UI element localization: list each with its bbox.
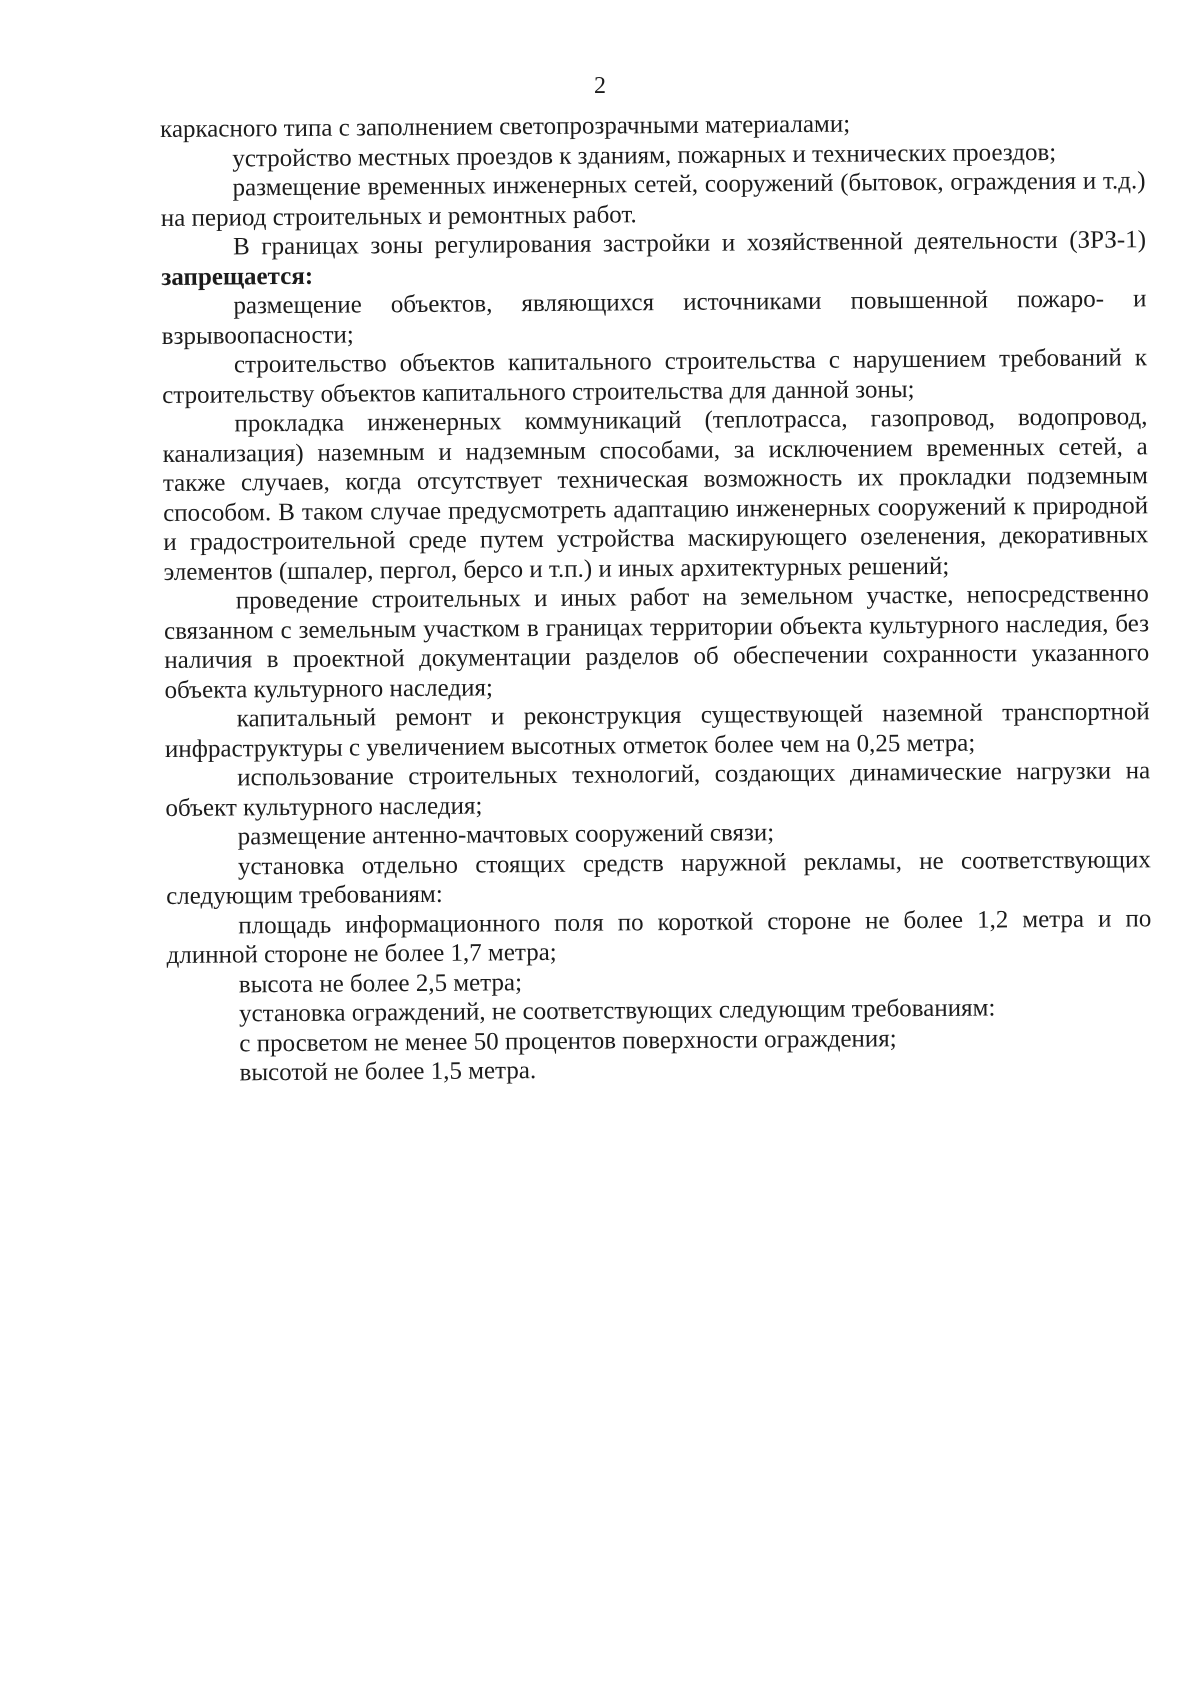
paragraph: проведение строительных и иных работ на земельном участке, непосредственно связанном с земельным участком в границах территории объекта культурного наследия, без наличия в проектной документации разделов об обеспечении сохранности указанного объекта культурного наследия;	[163, 580, 1150, 704]
paragraph: размещение антенно-мачтовых сооружений связи;	[237, 819, 775, 851]
paragraph: размещение объектов, являющихся источниками повышенной пожаро- и взрывоопасности;	[161, 285, 1147, 350]
zone-paragraph-emphasis: запрещается:	[161, 262, 314, 291]
paragraph: с просветом не менее 50 процентов поверхности ограждения;	[239, 1024, 897, 1057]
paragraph: установка отдельно стоящих средств наружной рекламы, не соответствующих следующим требованиям:	[166, 845, 1151, 910]
paragraph: каркасного типа с заполнением светопрозрачными материалами;	[160, 110, 851, 143]
paragraph: устройство местных проездов к зданиям, пожарных и технических проездов;	[232, 138, 1057, 172]
zone-paragraph	[161, 225, 1146, 292]
paragraph: высотой не более 1,5 метра.	[239, 1057, 537, 1087]
page-number: 2	[594, 73, 606, 99]
paragraph: использование строительных технологий, создающих динамические нагрузки на объект культурного наследия;	[165, 757, 1151, 822]
document-body	[160, 107, 1153, 1088]
paragraph: капитальный ремонт и реконструкция существующей наземной транспортной инфраструктуры с увеличением высотных отметок более чем на 0,25 метра;	[164, 698, 1150, 763]
paragraph: высота не более 2,5 метра;	[238, 968, 523, 998]
zone-paragraph-text: В границах зоны регулирования застройки и хозяйственной деятельности (ЗРЗ-1)	[232, 226, 1147, 261]
paragraph: площадь информационного поля по короткой стороне не более 1,2 метра и по длинной стороне не более 1,7 метра;	[166, 904, 1152, 969]
paragraph: строительство объектов капитального строительства с нарушением требований к строительству объектов капитального строительства для данной зоны;	[162, 344, 1148, 409]
paragraph: размещение временных инженерных сетей, сооружений (бытовок, ограждения и т.д.) на период строительных и ремонтных работ.	[160, 167, 1146, 232]
paragraph: прокладка инженерных коммуникаций (теплотрасса, газопровод, водопровод, канализация) наземным и надземным способами, за исключением временных сетей, а также случаев, когда отсутствует техническая возможность их прокладки подземным способом. В таком случае предусмотреть адаптацию инженерных сооружений к природной и градостроительной среде путем устройства маскирующего озеленения, декоративных элементов (шпалер, пергол, берсо и т.п.) и иных архитектурных решений;	[162, 403, 1149, 586]
paragraph: установка ограждений, не соответствующих следующим требованиям:	[238, 994, 996, 1028]
